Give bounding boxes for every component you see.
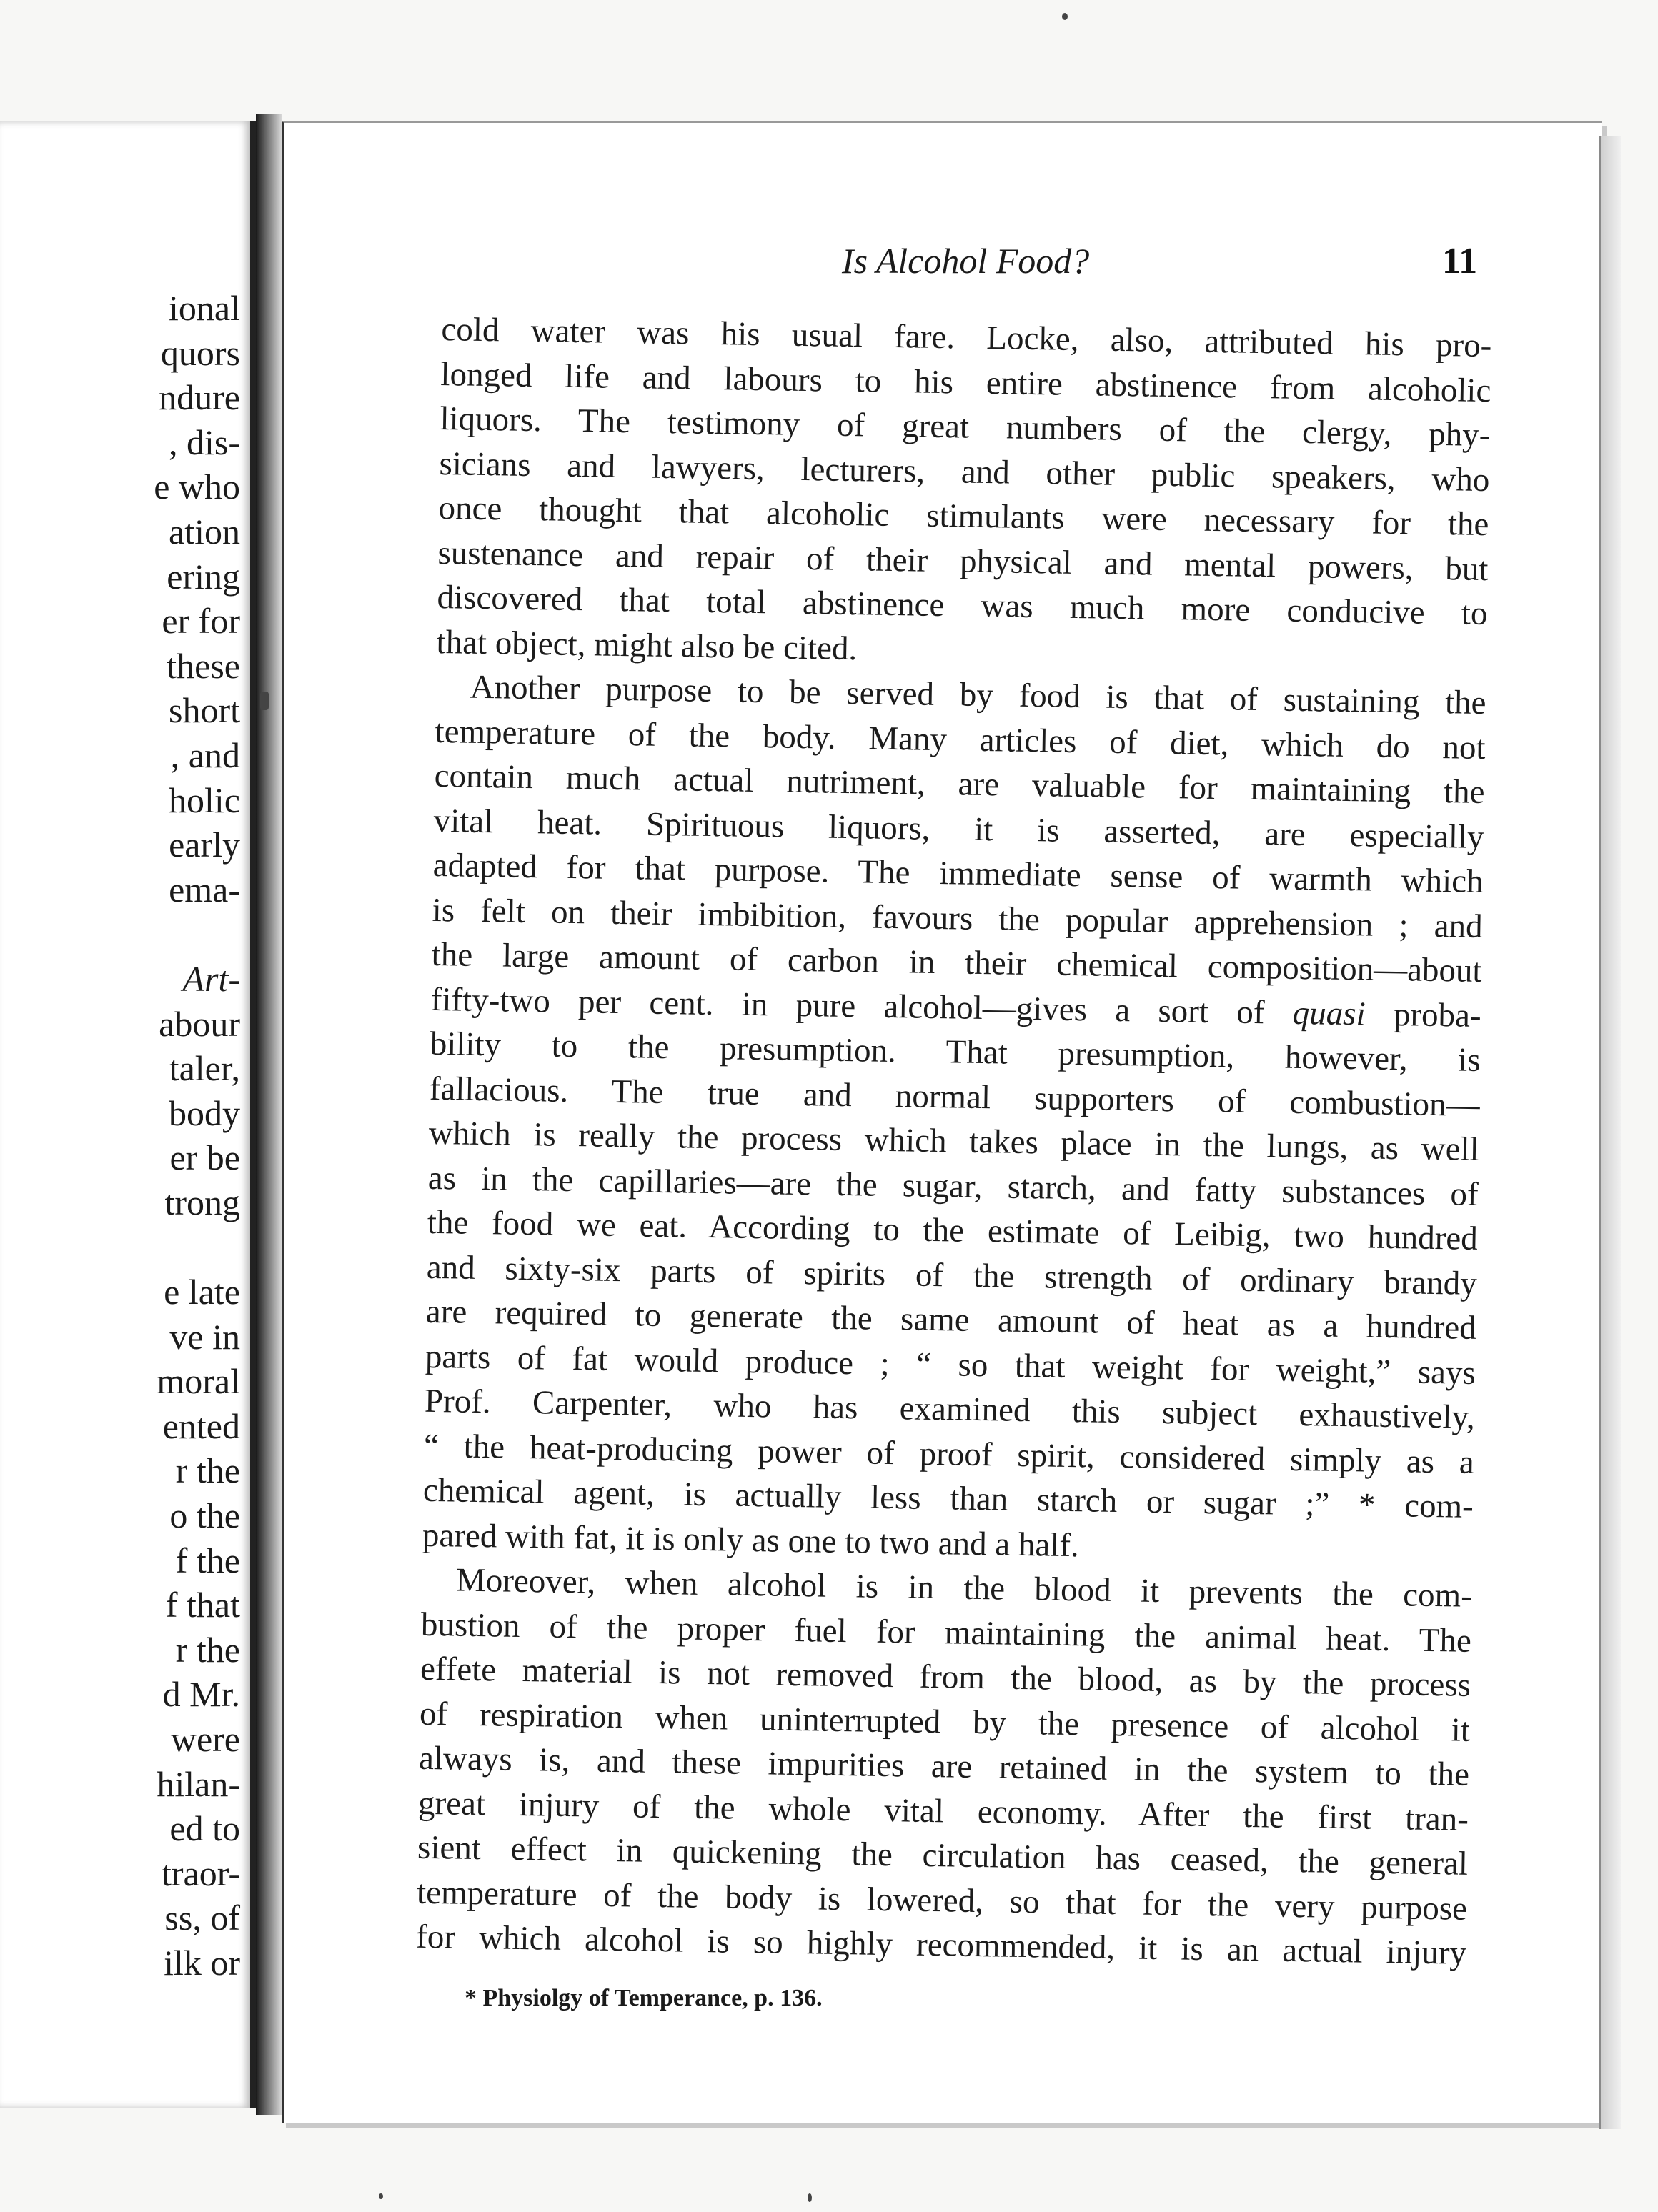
body-line: which is really the process which takes place in the lungs, as well	[428, 1114, 1480, 1168]
left-page-line: ation	[169, 511, 240, 552]
body-line: fifty-two per cent. in pure alcohol—gives a sort of quasi proba-	[430, 980, 1482, 1035]
left-page-line: ilk or	[164, 1942, 240, 1983]
left-page-line: ed to	[169, 1808, 240, 1849]
ink-speck	[1062, 13, 1068, 20]
left-page-line: body	[169, 1092, 240, 1133]
body-line: fallacious. The true and normal supporters of combustion—	[429, 1070, 1481, 1124]
left-page-line: moral	[157, 1361, 240, 1402]
body-text	[416, 307, 1492, 1976]
body-line: sicians and lawyers, lecturers, and other public speakers, who	[439, 444, 1490, 499]
left-page-line: taler,	[169, 1048, 240, 1089]
left-page-line: , dis-	[169, 422, 240, 462]
left-page-text	[154, 286, 240, 1986]
left-page-line: trong	[164, 1182, 240, 1222]
body-line: great injury of the whole vital economy. After the first tran-	[417, 1784, 1469, 1838]
body-line: once thought that alcoholic stimulants were necessary for the	[438, 489, 1489, 544]
left-page-line: ss, of	[164, 1898, 240, 1938]
left-page-line: e who	[154, 467, 240, 507]
body-line: adapted for that purpose. The immediate sense of warmth which	[432, 846, 1484, 900]
left-page-line: hilan-	[157, 1763, 240, 1804]
left-page-line: traor-	[161, 1853, 240, 1893]
book-gutter	[256, 114, 282, 2115]
body-line: is felt on their imbibition, favours the popular apprehension ; and	[432, 891, 1483, 945]
running-head: Is Alcohol Food?	[842, 241, 1090, 281]
left-page-line: ve in	[169, 1316, 240, 1357]
body-line: discovered that total abstinence was much more conducive to	[437, 578, 1488, 633]
body-line: that object, might also be cited.	[436, 623, 858, 667]
body-line: chemical agent, is actually less than starch or sugar ;” * com-	[422, 1471, 1474, 1525]
ink-speck	[808, 2193, 812, 2202]
left-page-line: o the	[169, 1495, 240, 1536]
footnote: * Physiolgy of Temperance, p. 136.	[465, 1985, 823, 2011]
left-page-line: e late	[164, 1272, 240, 1312]
ink-speck	[379, 2193, 383, 2199]
body-line: bility to the presumption. That presumption, however, is	[430, 1025, 1481, 1079]
body-line: the large amount of carbon in their chemical composition—about	[431, 935, 1482, 990]
left-page-line: r the	[175, 1629, 240, 1670]
ink-speck	[260, 692, 269, 710]
left-page-line: ional	[169, 288, 240, 328]
body-line: for which alcohol is so highly recommended, it is an actual injury	[415, 1918, 1467, 1972]
body-line: contain much actual nutriment, are valuable for maintaining the	[434, 757, 1485, 812]
body-line: liquors. The testimony of great numbers of the clergy, phy-	[440, 399, 1491, 454]
left-page-line: er for	[162, 601, 240, 642]
left-page-line: short	[169, 690, 240, 731]
body-line: “ the heat-producing power of proof spirit, considered simply as a	[423, 1427, 1475, 1481]
body-line: of respiration when uninterrupted by the presence of alcohol it	[419, 1695, 1471, 1749]
body-line: longed life and labours to his entire abstinence from alcoholic	[440, 355, 1491, 409]
left-page-line: , and	[170, 734, 240, 775]
left-page-line: f that	[165, 1585, 240, 1625]
left-page-fragment	[0, 121, 256, 2108]
left-page-line: ema-	[169, 869, 240, 910]
body-line: sustenance and repair of their physical and mental powers, but	[437, 534, 1489, 588]
body-line: as in the capillaries—are the sugar, starch, and fatty substances of	[427, 1159, 1479, 1213]
left-page-line: er be	[169, 1137, 240, 1178]
body-line: effete material is not removed from the blood, as by the process	[420, 1650, 1471, 1704]
body-line: bustion of the proper fuel for maintaining the animal heat. The	[420, 1605, 1472, 1660]
body-line: and sixty-six parts of spirits of the strength of ordinary brandy	[426, 1248, 1478, 1302]
left-page-line: holic	[169, 779, 240, 820]
left-page-line: ented	[162, 1405, 240, 1446]
left-page-line: these	[167, 645, 240, 686]
page-edge	[1599, 136, 1621, 2129]
body-line: pared with fat, it is only as one to two and a half.	[422, 1516, 1080, 1564]
left-page-blank-line	[154, 1225, 240, 1270]
body-line: vital heat. Spirituous liquors, it is asserted, are especially	[433, 802, 1484, 856]
body-line: Moreover, when alcohol is in the blood it prevents the com-	[455, 1561, 1473, 1615]
body-line: temperature of the body. Many articles of diet, which do not	[435, 712, 1486, 767]
body-line: parts of fat would produce ; “ so that weight for weight,” says	[425, 1337, 1476, 1392]
left-page-line: r the	[175, 1450, 240, 1491]
left-page-line: ndure	[159, 377, 240, 418]
left-page-blank-line	[154, 912, 240, 957]
left-page-line: Art-	[182, 958, 240, 999]
body-line: cold water was his usual fare. Locke, also, attributed his pro-	[441, 310, 1492, 365]
left-page-line: f the	[175, 1540, 240, 1580]
body-line: Prof. Carpenter, who has examined this subject exhaustively,	[424, 1382, 1476, 1436]
left-page-line: quors	[160, 332, 240, 373]
body-line: always is, and these impurities are retained in the system to the	[418, 1739, 1470, 1793]
italic-word: quasi	[1292, 994, 1366, 1032]
page-number: 11	[1442, 241, 1478, 282]
left-page-line: ering	[167, 556, 240, 597]
body-line: temperature of the body is lowered, so that for the very purpose	[416, 1873, 1468, 1928]
left-page-line: were	[170, 1719, 240, 1759]
body-line: sient effect in quickening the circulation has ceased, the general	[417, 1828, 1469, 1883]
body-line: are required to generate the same amount of heat as a hundred	[425, 1292, 1477, 1347]
body-line: the food we eat. According to the estimate of Leibig, two hundred	[427, 1203, 1479, 1257]
left-page-line: abour	[159, 1003, 240, 1044]
body-line: Another purpose to be served by food is that of sustaining the	[470, 668, 1486, 722]
left-page-line: early	[169, 824, 240, 865]
left-page-line: d Mr.	[162, 1674, 240, 1715]
